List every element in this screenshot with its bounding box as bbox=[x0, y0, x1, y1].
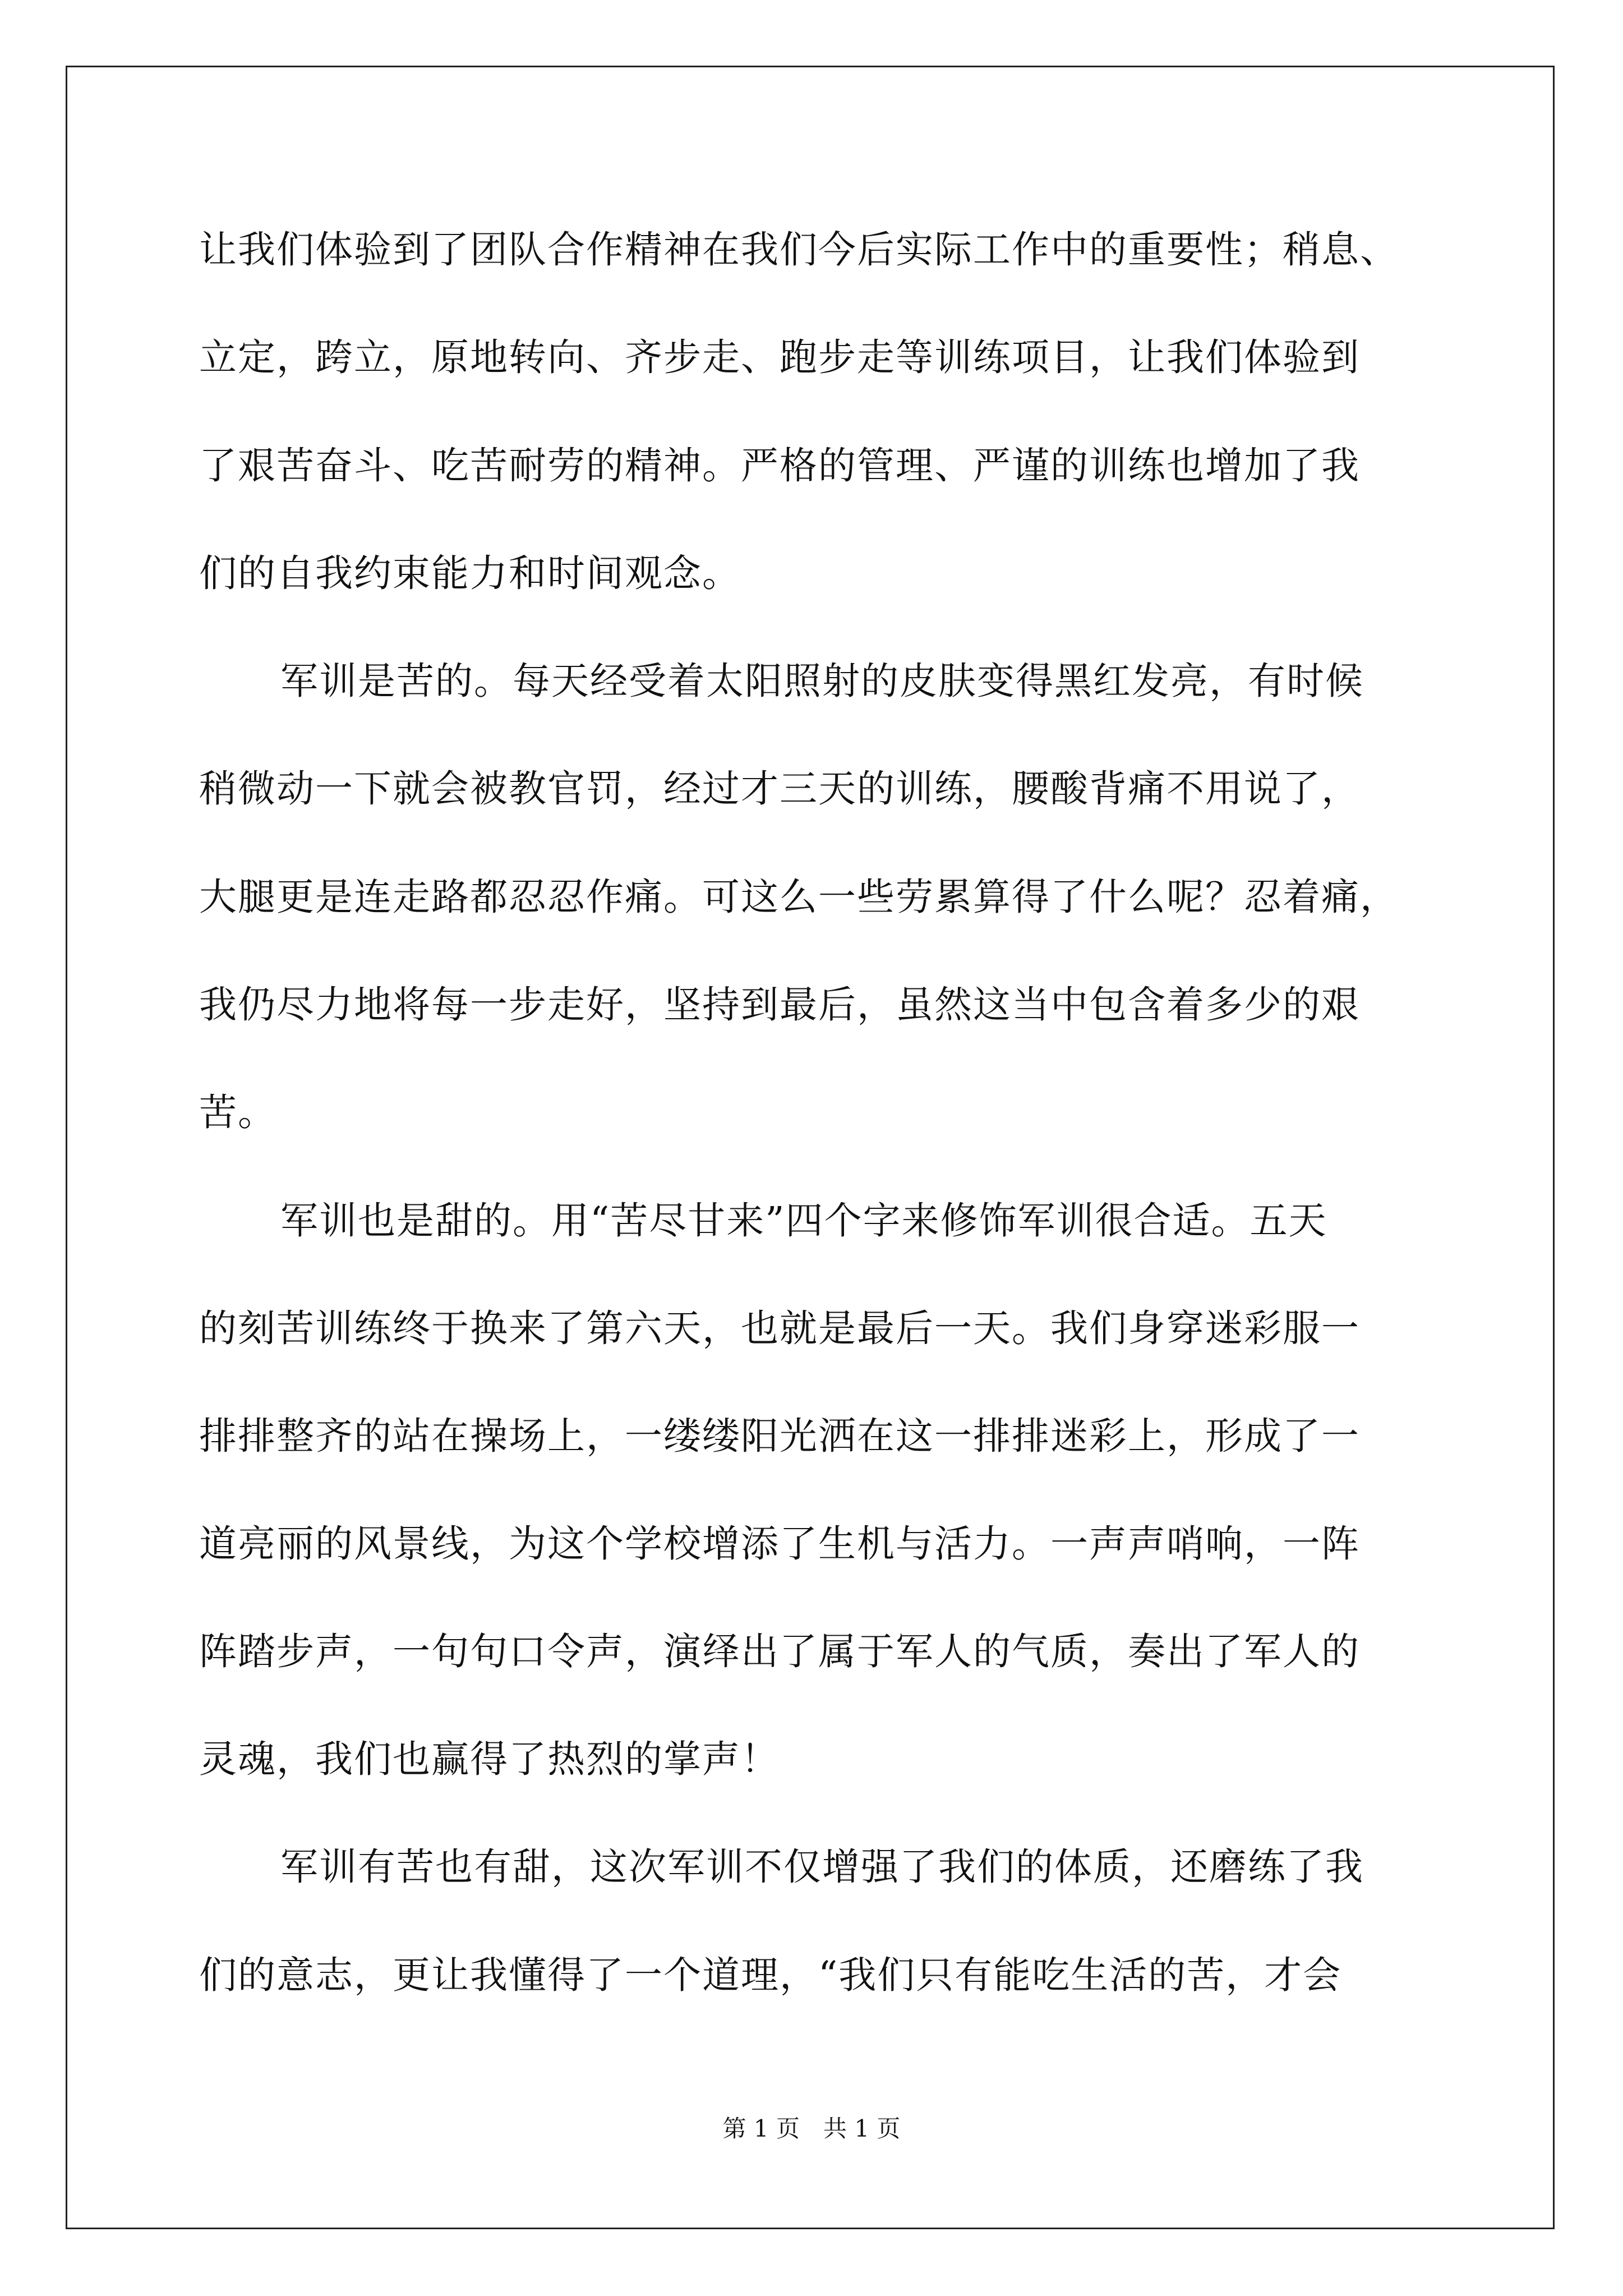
text-line: 稍微动一下就会被教官罚，经过才三天的训练，腰酸背痛不用说了， bbox=[199, 767, 1360, 811]
text-line: 苦。 bbox=[199, 1091, 276, 1134]
text-line: 阵踏步声，一句句口令声，演绎出了属于军人的气质，奏出了军人的 bbox=[199, 1630, 1360, 1673]
text-line: 灵魂，我们也赢得了热烈的掌声！ bbox=[199, 1737, 780, 1781]
text-line: 了艰苦奋斗、吃苦耐劳的精神。严格的管理、严谨的训练也增加了我 bbox=[199, 444, 1360, 487]
text-line: 立定，跨立，原地转向、齐步走、跑步走等训练项目，让我们体验到 bbox=[199, 335, 1360, 379]
text-line: 道亮丽的风景线，为这个学校增添了生机与活力。一声声哨响，一阵 bbox=[199, 1522, 1360, 1566]
page-border bbox=[66, 66, 1555, 2229]
text-line: 们的自我约束能力和时间观念。 bbox=[199, 551, 741, 595]
paragraph-first-line: 军训是苦的。每天经受着太阳照射的皮肤变得黑红发亮，有时候 bbox=[280, 659, 1364, 703]
text-line: 们的意志，更让我懂得了一个道理，“我们只有能吃生活的苦，才会 bbox=[199, 1953, 1342, 1997]
paragraph-first-line: 军训也是甜的。用“苦尽甘来”四个字来修饰军训很合适。五天 bbox=[280, 1199, 1327, 1243]
text-line: 让我们体验到了团队合作精神在我们今后实际工作中的重要性；稍息、 bbox=[199, 228, 1399, 272]
text-line: 大腿更是连走路都忍忍作痛。可这么一些劳累算得了什么呢？忍着痛， bbox=[199, 875, 1399, 919]
page-number-footer: 第 1 页 共 1 页 bbox=[722, 2115, 901, 2142]
paragraph-first-line: 军训有苦也有甜，这次军训不仅增强了我们的体质，还磨练了我 bbox=[280, 1845, 1364, 1889]
text-line: 我仍尽力地将每一步走好，坚持到最后，虽然这当中包含着多少的艰 bbox=[199, 983, 1360, 1027]
text-line: 的刻苦训练终于换来了第六天，也就是最后一天。我们身穿迷彩服一 bbox=[199, 1306, 1360, 1350]
text-line: 排排整齐的站在操场上，一缕缕阳光洒在这一排排迷彩上，形成了一 bbox=[199, 1414, 1360, 1458]
